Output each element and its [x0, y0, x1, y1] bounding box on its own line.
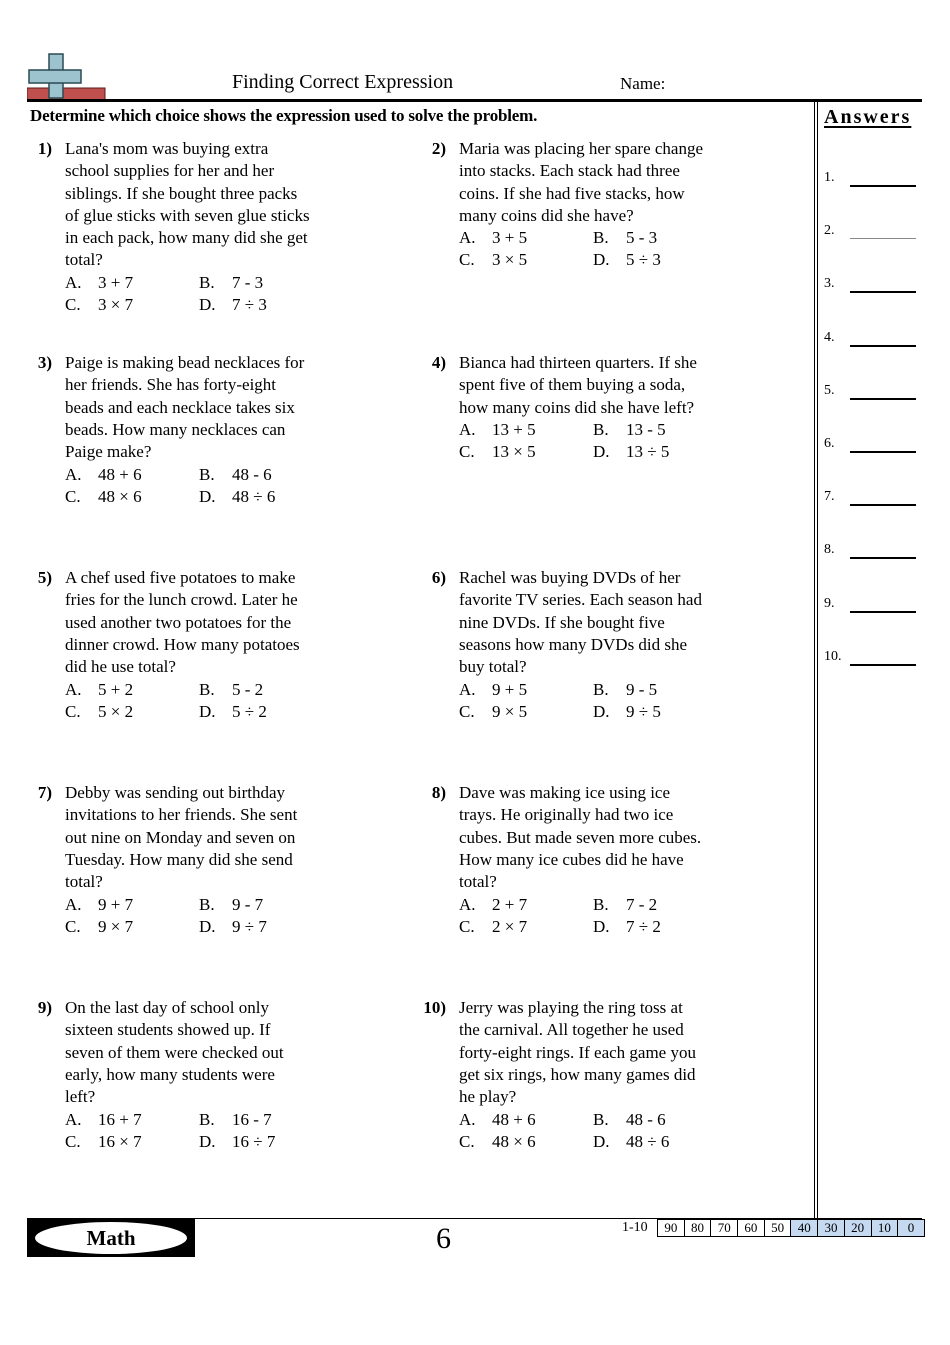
- question-text: [65, 138, 365, 272]
- option-d[interactable]: [593, 701, 661, 723]
- answer-line: [824, 596, 916, 616]
- question-text: [65, 997, 365, 1108]
- option-expression: 2 × 7: [492, 916, 528, 936]
- question-text-line: On the last day of school only: [65, 998, 269, 1017]
- question-text-line: sixteen students showed up. If: [65, 1020, 271, 1040]
- answer-blank[interactable]: [850, 185, 916, 187]
- question-text-line: Rachel was buying DVDs of her: [459, 568, 681, 587]
- option-a[interactable]: [459, 227, 527, 249]
- instructions: Determine which choice shows the expression used to solve the problem.: [30, 106, 538, 125]
- question-7: [27, 782, 367, 982]
- answer-number: 9.: [824, 595, 835, 611]
- option-b[interactable]: [199, 272, 263, 294]
- question-text-line: buy total?: [459, 657, 527, 677]
- option-letter: A.: [65, 272, 82, 292]
- option-letter: A.: [65, 464, 82, 484]
- option-expression: 5 - 2: [232, 679, 264, 699]
- option-expression: 48 × 6: [492, 1131, 536, 1151]
- score-cell: 90: [657, 1219, 685, 1237]
- option-expression: 48 + 6: [492, 1109, 536, 1129]
- option-expression: 7 - 3: [232, 272, 264, 292]
- question-text-line: into stacks. Each stack had three: [459, 161, 680, 181]
- question-text-line: A chef used five potatoes to make: [65, 568, 296, 587]
- question-text: [65, 567, 365, 678]
- option-b[interactable]: [593, 894, 657, 916]
- option-b[interactable]: [593, 419, 666, 441]
- option-letter: D.: [199, 701, 216, 721]
- option-expression: 48 ÷ 6: [232, 486, 276, 506]
- answer-blank[interactable]: [850, 238, 916, 239]
- option-a[interactable]: [65, 894, 133, 916]
- option-letter: A.: [65, 1109, 82, 1129]
- answer-blank[interactable]: [850, 504, 916, 506]
- score-cell: 70: [710, 1219, 738, 1237]
- question-text-line: how many coins did she have left?: [459, 397, 695, 417]
- question-8: [421, 782, 761, 982]
- option-letter: D.: [593, 916, 610, 936]
- option-expression: 9 × 7: [98, 916, 134, 936]
- answer-line: [824, 223, 916, 243]
- question-text-line: school supplies for her and her: [65, 161, 275, 181]
- question-text: [65, 352, 365, 463]
- question-text-line: trays. He originally had two ice: [459, 805, 674, 825]
- question-text: [459, 352, 759, 419]
- option-expression: 9 × 5: [492, 701, 528, 721]
- score-table: [658, 1219, 925, 1237]
- question-text-line: coins. If she had five stacks, how: [459, 183, 685, 203]
- option-c[interactable]: [65, 916, 133, 938]
- answer-line: [824, 276, 916, 296]
- option-letter: A.: [459, 228, 476, 248]
- question-text-line: beads and each necklace takes six: [65, 397, 295, 417]
- option-b[interactable]: [199, 1109, 272, 1131]
- question-text-line: he play?: [459, 1087, 517, 1107]
- option-b[interactable]: [593, 227, 657, 249]
- question-text: [459, 782, 759, 893]
- option-expression: 9 ÷ 7: [232, 916, 267, 936]
- question-text-line: early, how many students were: [65, 1064, 275, 1084]
- option-expression: 9 + 7: [98, 894, 134, 914]
- answer-line: [824, 542, 916, 562]
- question-10: [421, 997, 761, 1197]
- option-expression: 7 ÷ 2: [626, 916, 661, 936]
- question-number: 8): [431, 783, 446, 802]
- option-expression: 16 - 7: [232, 1109, 272, 1129]
- question-number: 1): [37, 139, 52, 158]
- question-text-line: beads. How many necklaces can: [65, 419, 286, 439]
- header-rule: [27, 99, 922, 102]
- question-text-line: her friends. She has forty-eight: [65, 375, 277, 395]
- question-text-line: How many ice cubes did he have: [459, 849, 684, 869]
- option-expression: 16 + 7: [98, 1109, 142, 1129]
- option-letter: C.: [459, 701, 475, 721]
- question-text-line: dinner crowd. How many potatoes: [65, 634, 300, 654]
- option-expression: 9 - 7: [232, 894, 264, 914]
- question-text-line: the carnival. All together he used: [459, 1020, 684, 1040]
- question-text-line: left?: [65, 1087, 96, 1107]
- option-letter: A.: [65, 679, 82, 699]
- option-c[interactable]: [459, 441, 536, 463]
- question-text-line: in each pack, how many did she get: [65, 228, 308, 248]
- question-text-line: of glue sticks with seven glue sticks: [65, 205, 310, 225]
- question-text-line: did he use total?: [65, 657, 176, 677]
- question-text-line: total?: [65, 872, 103, 892]
- answer-line: [824, 489, 916, 509]
- option-d[interactable]: [593, 916, 661, 938]
- option-a[interactable]: [459, 419, 536, 441]
- option-expression: 3 + 5: [492, 228, 528, 248]
- option-expression: 16 ÷ 7: [232, 1131, 276, 1151]
- question-text-line: fries for the lunch crowd. Later he: [65, 590, 298, 610]
- option-expression: 48 - 6: [626, 1109, 666, 1129]
- question-number: 4): [431, 353, 446, 372]
- option-expression: 9 ÷ 5: [626, 701, 661, 721]
- option-a[interactable]: [459, 679, 527, 701]
- option-letter: C.: [459, 1131, 475, 1151]
- option-a[interactable]: [65, 679, 133, 701]
- score-cell: 30: [817, 1219, 845, 1237]
- option-expression: 16 × 7: [98, 1131, 142, 1151]
- option-b[interactable]: [593, 679, 657, 701]
- question-text: [65, 782, 365, 893]
- question-number: 7): [37, 783, 52, 802]
- question-text-line: Lana's mom was buying extra: [65, 139, 269, 158]
- score-range-label: 1-10: [622, 1220, 648, 1235]
- option-c[interactable]: [459, 249, 527, 271]
- question-text-line: nine DVDs. If she bought five: [459, 612, 665, 632]
- option-expression: 5 × 2: [98, 701, 134, 721]
- math-badge: [27, 1219, 195, 1257]
- answer-number: 3.: [824, 276, 835, 292]
- option-c[interactable]: [65, 1131, 142, 1153]
- option-d[interactable]: [199, 486, 275, 508]
- option-expression: 9 + 5: [492, 679, 528, 699]
- option-letter: A.: [459, 894, 476, 914]
- question-text-line: get six rings, how many games did: [459, 1064, 696, 1084]
- question-text-line: favorite TV series. Each season had: [459, 590, 702, 610]
- question-text-line: invitations to her friends. She sent: [65, 805, 298, 825]
- question-text-line: total?: [459, 872, 497, 892]
- answer-number: 1.: [824, 170, 835, 185]
- option-letter: B.: [593, 679, 609, 699]
- answer-number: 4.: [824, 329, 835, 345]
- option-expression: 13 × 5: [492, 442, 536, 462]
- score-cell: 50: [764, 1219, 792, 1237]
- answer-blank[interactable]: [850, 291, 916, 293]
- option-letter: C.: [459, 916, 475, 936]
- question-text-line: used another two potatoes for the: [65, 612, 292, 632]
- option-letter: B.: [593, 894, 609, 914]
- option-letter: D.: [199, 1131, 216, 1151]
- answer-blank[interactable]: [850, 398, 916, 400]
- option-c[interactable]: [65, 701, 133, 723]
- answer-line: [824, 649, 916, 669]
- option-letter: D.: [199, 295, 216, 315]
- question-number: 10): [423, 998, 446, 1017]
- option-letter: D.: [593, 442, 610, 462]
- question-text-line: Bianca had thirteen quarters. If she: [459, 353, 697, 372]
- option-letter: A.: [65, 894, 82, 914]
- option-c[interactable]: [65, 294, 133, 316]
- score-cell: 40: [790, 1219, 818, 1237]
- option-letter: A.: [459, 679, 476, 699]
- option-expression: 13 + 5: [492, 419, 536, 439]
- question-text-line: Dave was making ice using ice: [459, 783, 671, 802]
- option-letter: B.: [199, 679, 215, 699]
- answer-line: [824, 436, 916, 456]
- question-number: 3): [37, 353, 52, 372]
- score-cell: 0: [897, 1219, 925, 1237]
- option-expression: 7 ÷ 3: [232, 295, 267, 315]
- question-number: 5): [37, 568, 52, 587]
- option-a[interactable]: [459, 1109, 536, 1131]
- option-letter: B.: [593, 1109, 609, 1129]
- option-d[interactable]: [199, 701, 267, 723]
- option-letter: A.: [459, 419, 476, 439]
- option-b[interactable]: [199, 464, 272, 486]
- option-letter: C.: [459, 442, 475, 462]
- option-expression: 48 × 6: [98, 486, 142, 506]
- question-text-line: forty-eight rings. If each game you: [459, 1042, 696, 1062]
- page-number: 6: [436, 1222, 451, 1255]
- answers-title: Answers: [824, 106, 912, 128]
- question-text-line: Debby was sending out birthday: [65, 783, 286, 802]
- option-letter: D.: [199, 486, 216, 506]
- answer-blank[interactable]: [850, 345, 916, 347]
- option-expression: 48 ÷ 6: [626, 1131, 670, 1151]
- answer-number: 7.: [824, 489, 835, 505]
- option-a[interactable]: [65, 464, 142, 486]
- option-letter: A.: [459, 1109, 476, 1129]
- option-a[interactable]: [65, 1109, 142, 1131]
- math-plus-logo: [27, 52, 107, 102]
- option-expression: 5 ÷ 2: [232, 701, 267, 721]
- option-letter: B.: [199, 894, 215, 914]
- math-badge-label: Math: [35, 1222, 187, 1254]
- answer-line: [824, 170, 916, 190]
- option-letter: D.: [593, 250, 610, 270]
- question-9: [27, 997, 367, 1197]
- option-expression: 13 ÷ 5: [626, 442, 670, 462]
- option-c[interactable]: [459, 1131, 536, 1153]
- option-expression: 5 - 3: [626, 228, 658, 248]
- answer-number: 2.: [824, 223, 835, 239]
- option-expression: 9 - 5: [626, 679, 658, 699]
- option-d[interactable]: [593, 249, 661, 271]
- question-number: 6): [431, 568, 446, 587]
- question-text-line: seven of them were checked out: [65, 1042, 284, 1062]
- question-text-line: Jerry was playing the ring toss at: [459, 998, 683, 1017]
- option-b[interactable]: [593, 1109, 666, 1131]
- option-letter: C.: [65, 486, 81, 506]
- option-letter: D.: [199, 916, 216, 936]
- score-cell: 20: [844, 1219, 872, 1237]
- question-text-line: Tuesday. How many did she send: [65, 849, 293, 869]
- option-letter: C.: [65, 295, 81, 315]
- answer-line: [824, 330, 916, 350]
- answer-blank[interactable]: [850, 557, 916, 559]
- worksheet-title: Finding Correct Expression: [232, 71, 454, 93]
- question-text-line: total?: [65, 250, 103, 270]
- question-text-line: Paige make?: [65, 442, 152, 462]
- answer-number: 10.: [824, 648, 842, 664]
- option-letter: B.: [199, 1109, 215, 1129]
- option-expression: 2 + 7: [492, 894, 528, 914]
- option-expression: 48 - 6: [232, 464, 272, 484]
- option-c[interactable]: [459, 701, 527, 723]
- option-c[interactable]: [459, 916, 527, 938]
- answer-number: 8.: [824, 542, 835, 558]
- option-expression: 3 × 5: [492, 250, 528, 270]
- option-expression: 3 + 7: [98, 272, 134, 292]
- option-letter: B.: [593, 228, 609, 248]
- question-number: 9): [37, 998, 52, 1017]
- score-cell: 10: [871, 1219, 899, 1237]
- option-letter: D.: [593, 1131, 610, 1151]
- option-d[interactable]: [199, 294, 267, 316]
- question-text: [459, 567, 759, 678]
- question-3: [27, 352, 367, 552]
- question-text-line: Maria was placing her spare change: [459, 139, 704, 158]
- question-1: [27, 138, 367, 338]
- option-expression: 48 + 6: [98, 464, 142, 484]
- option-expression: 7 - 2: [626, 894, 658, 914]
- question-text-line: Paige is making bead necklaces for: [65, 353, 305, 372]
- question-number: 2): [431, 139, 446, 158]
- option-expression: 13 - 5: [626, 419, 666, 439]
- answer-number: 5.: [824, 382, 835, 398]
- answers-column-divider: [814, 102, 818, 1218]
- option-d[interactable]: [593, 1131, 669, 1153]
- option-letter: C.: [65, 916, 81, 936]
- option-c[interactable]: [65, 486, 142, 508]
- score-cell: 60: [737, 1219, 765, 1237]
- option-a[interactable]: [65, 272, 133, 294]
- question-2: [421, 138, 761, 338]
- question-text-line: many coins did she have?: [459, 205, 634, 225]
- option-a[interactable]: [459, 894, 527, 916]
- option-d[interactable]: [593, 441, 669, 463]
- answer-line: [824, 383, 916, 403]
- option-expression: 3 × 7: [98, 295, 134, 315]
- answer-number: 6.: [824, 436, 835, 451]
- question-text-line: siblings. If she bought three packs: [65, 183, 298, 203]
- option-letter: B.: [199, 464, 215, 484]
- option-d[interactable]: [199, 916, 267, 938]
- question-4: [421, 352, 761, 552]
- option-expression: 5 ÷ 3: [626, 250, 661, 270]
- answer-blank[interactable]: [850, 664, 916, 666]
- question-5: [27, 567, 367, 767]
- option-b[interactable]: [199, 894, 263, 916]
- question-6: [421, 567, 761, 767]
- question-text-line: out nine on Monday and seven on: [65, 827, 296, 847]
- option-letter: C.: [459, 250, 475, 270]
- option-letter: C.: [65, 1131, 81, 1151]
- answer-blank[interactable]: [850, 451, 916, 453]
- option-letter: B.: [593, 419, 609, 439]
- option-letter: C.: [65, 701, 81, 721]
- option-b[interactable]: [199, 679, 263, 701]
- option-d[interactable]: [199, 1131, 275, 1153]
- question-text-line: cubes. But made seven more cubes.: [459, 827, 702, 847]
- question-text-line: seasons how many DVDs did she: [459, 634, 688, 654]
- score-cell: 80: [684, 1219, 712, 1237]
- answer-blank[interactable]: [850, 611, 916, 613]
- question-text: [459, 138, 759, 227]
- question-text: [459, 997, 759, 1108]
- option-letter: D.: [593, 701, 610, 721]
- option-letter: B.: [199, 272, 215, 292]
- question-text-line: spent five of them buying a soda,: [459, 375, 686, 395]
- option-expression: 5 + 2: [98, 679, 134, 699]
- name-label: Name:: [620, 74, 666, 93]
